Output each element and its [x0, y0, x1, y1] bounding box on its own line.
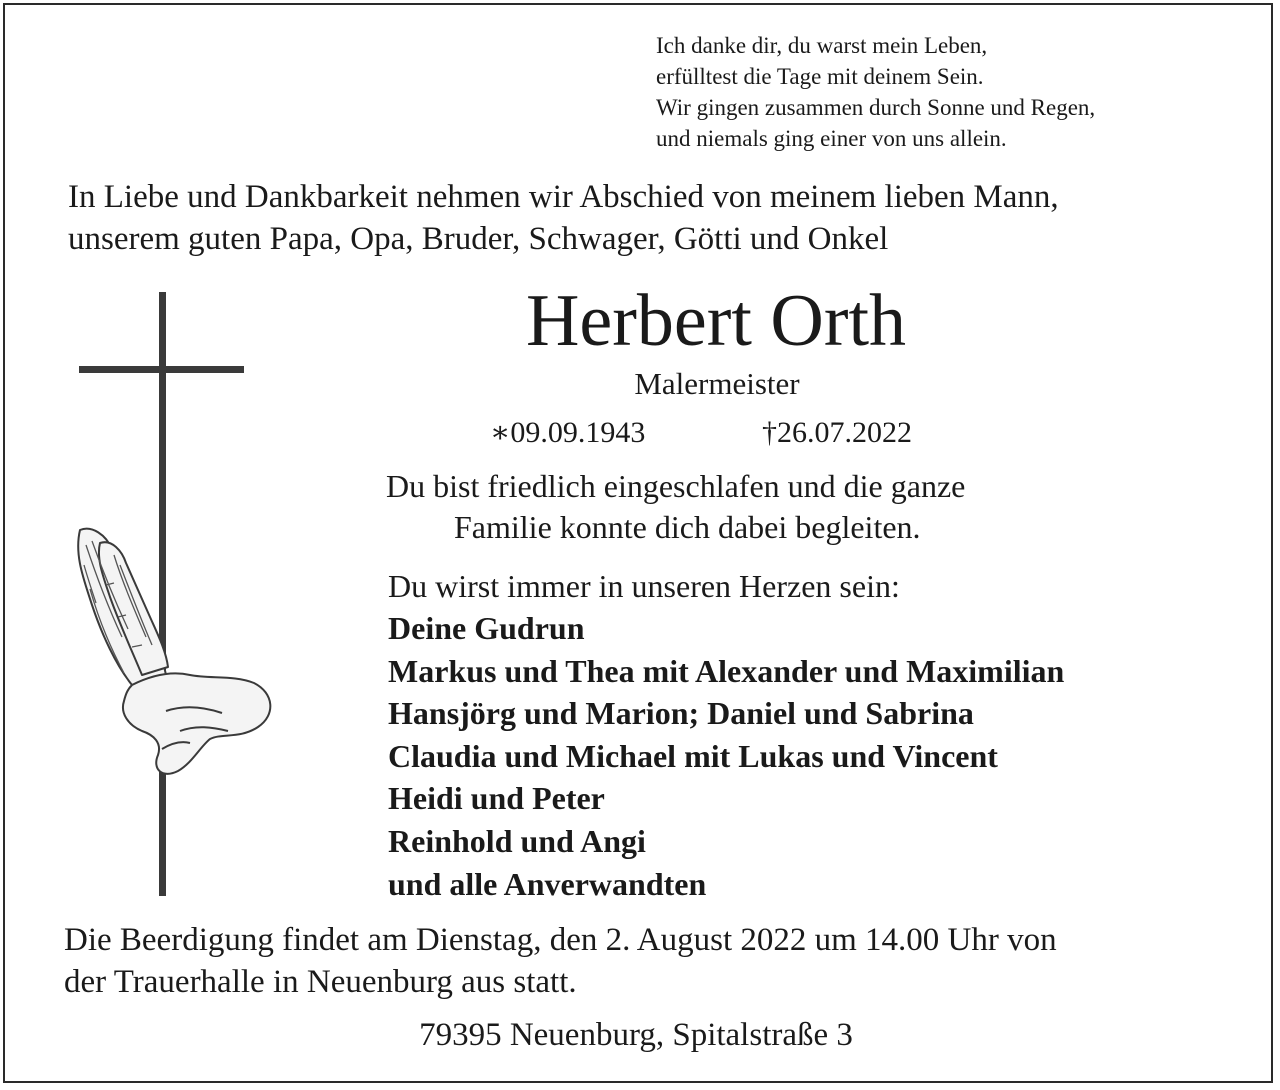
- hearts-line: Du wirst immer in unseren Herzen sein:: [388, 568, 900, 604]
- poem-line: erfülltest die Tage mit deinem Sein.: [656, 64, 984, 89]
- mourner-entry: Claudia und Michael mit Lukas und Vincent: [388, 737, 998, 774]
- farewell-line: Familie konnte dich dabei begleiten.: [454, 509, 921, 545]
- mourner-entry: Hansjörg und Marion; Daniel und Sabrina: [388, 695, 974, 732]
- farewell-line: Du bist friedlich eingeschlafen und die ganze: [386, 468, 966, 504]
- birth-date: ∗09.09.1943: [490, 416, 646, 449]
- poem-line: Ich danke dir, du warst mein Leben,: [656, 33, 988, 58]
- intro-text: [68, 176, 1059, 260]
- mourner-entry: Markus und Thea mit Alexander und Maximilian: [388, 652, 1065, 689]
- mourner-entry: und alle Anverwandten: [388, 865, 707, 902]
- address: 79395 Neuenburg, Spitalstraße 3: [419, 1017, 853, 1053]
- poem-line: Wir gingen zusammen durch Sonne und Regen,: [656, 95, 1096, 120]
- mourners-list: [388, 607, 1064, 905]
- mourner-entry: Heidi und Peter: [388, 780, 605, 817]
- intro-line: In Liebe und Dankbarkeit nehmen wir Abschied von meinem lieben Mann,: [68, 179, 1059, 215]
- profession: Malermeister: [634, 366, 800, 401]
- farewell-message: [386, 466, 965, 548]
- funeral-line: Die Beerdigung findet am Dienstag, den 2. August 2022 um 14.00 Uhr von: [64, 922, 1057, 958]
- praying-hands-icon: [62, 525, 282, 785]
- intro-line: unserem guten Papa, Opa, Bruder, Schwager, Götti und Onkel: [68, 221, 889, 257]
- death-date: †26.07.2022: [762, 416, 912, 449]
- funeral-info: [64, 919, 1057, 1003]
- mourner-entry: Reinhold und Angi: [388, 822, 646, 859]
- mourner-entry: Deine Gudrun: [388, 610, 585, 646]
- poem: [656, 30, 1095, 154]
- poem-line: und niemals ging einer von uns allein.: [656, 126, 1007, 151]
- funeral-line: der Trauerhalle in Neuenburg aus statt.: [64, 964, 577, 1000]
- deceased-name: Herbert Orth: [525, 280, 907, 362]
